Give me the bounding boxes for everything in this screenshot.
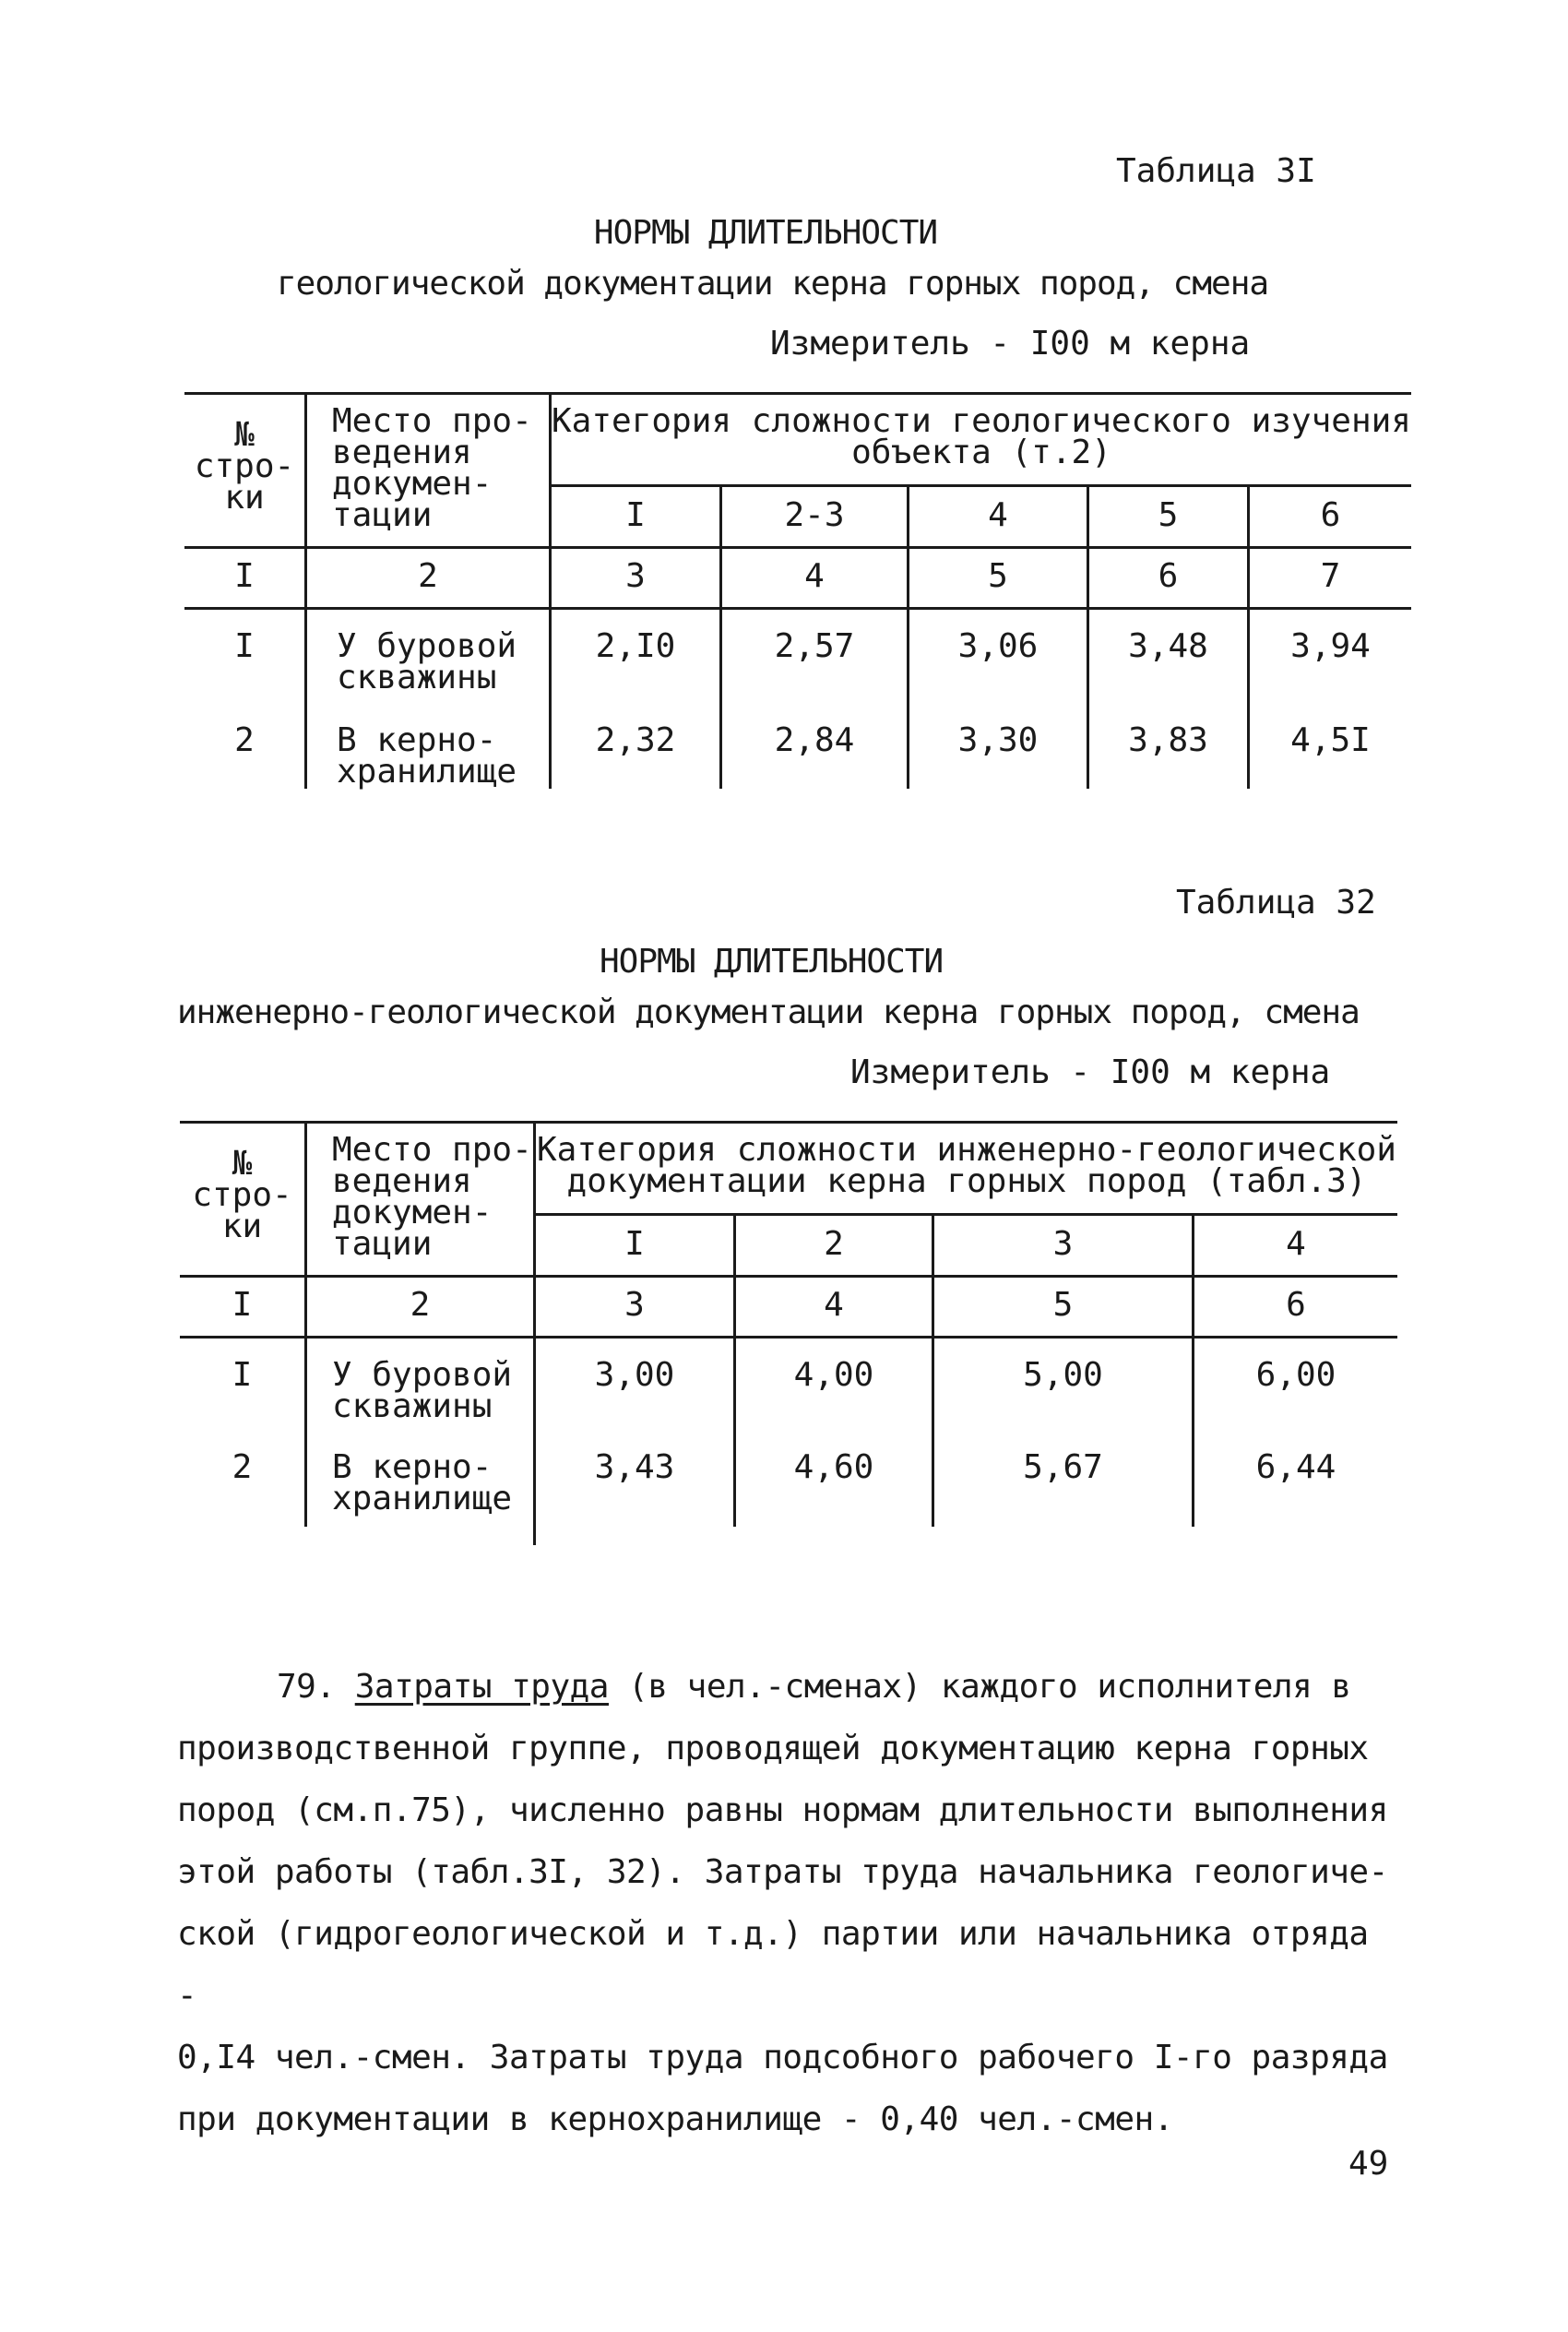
table31-row1-num: I: [234, 627, 255, 665]
table31-head-num: № стро- ки: [194, 416, 295, 517]
table31-colnum-1: I: [234, 557, 255, 595]
table32-colnum-2: 2: [410, 1286, 431, 1324]
table32-head-category: Категория сложности инженерно-геологической документации керна горных пород (табл.3): [537, 1131, 1396, 1200]
table31-head-place: Место про- ведения докумен- тации: [332, 402, 532, 534]
table31-row2-value: 4,5I: [1290, 721, 1371, 759]
table32-label: Таблица 32: [1176, 884, 1376, 922]
paragraph-79: [177, 1656, 1395, 2150]
table31-cat-rule: [549, 484, 1411, 487]
table31-cat-4: 5: [1158, 496, 1179, 534]
table31-row1-value: 2,57: [774, 627, 855, 665]
table31-row1-value: 2,I0: [595, 627, 676, 665]
table32-row2-value: 5,67: [1023, 1448, 1103, 1486]
table31-head-category: Категория сложности геологического изучения объекта (т.2): [552, 402, 1411, 471]
table31-cat-1: I: [625, 496, 646, 534]
table31-cat-3: 4: [988, 496, 1008, 534]
table32-colnum-3: 3: [624, 1286, 645, 1324]
table31-colnum-6: 6: [1158, 557, 1179, 595]
paragraph-number: 79.: [277, 1668, 336, 1706]
table31-row2-place: В керно- хранилище: [337, 721, 517, 791]
table31-row1-place: У буровой скважины: [337, 627, 517, 696]
table32-row1-num: I: [232, 1356, 253, 1394]
table32-header-bottom-rule: [180, 1275, 1397, 1278]
table31-row1-value: 3,94: [1290, 627, 1371, 665]
table31-cat-5: 6: [1320, 496, 1341, 534]
table32-vline-1: [304, 1121, 307, 1527]
page-number: 49: [1348, 2145, 1389, 2183]
table32-subtitle: инженерно-геологической документации керна горных пород, смена: [177, 993, 1360, 1031]
table31-colnum-2: 2: [418, 557, 438, 595]
table32-colnum-5: 5: [1052, 1286, 1074, 1324]
table31-label: Таблица 3I: [1116, 152, 1316, 190]
table32-head-num: № стро- ки: [192, 1145, 292, 1245]
table31-row1-value: 3,48: [1128, 627, 1208, 665]
table32-cat-2: 2: [824, 1225, 844, 1263]
table31-row1-value: 3,06: [957, 627, 1039, 665]
table32-title: НОРМЫ ДЛИТЕЛЬНОСТИ: [600, 943, 944, 981]
table31-header-bottom-rule: [184, 546, 1411, 549]
table31-colnum-7: 7: [1320, 557, 1341, 595]
paragraph-line3: пород (см.п.75), численно равны нормам длительности выполнения: [177, 1791, 1388, 1829]
table32-row2-value: 3,43: [594, 1448, 675, 1486]
table32-cat-4: 4: [1286, 1225, 1306, 1263]
table32-row2-num: 2: [232, 1448, 253, 1486]
table32-colnum-6: 6: [1286, 1286, 1306, 1324]
table32-cat-3: 3: [1052, 1225, 1074, 1263]
table32-row2-place: В керно- хранилище: [332, 1448, 513, 1517]
table31-row2-value: 3,30: [957, 721, 1039, 759]
paragraph-term: Затраты труда: [354, 1668, 609, 1706]
table31-cat-2: 2-3: [784, 496, 845, 534]
table31-row2-value: 2,32: [595, 721, 676, 759]
table31-top-rule: [184, 392, 1411, 395]
paragraph-line7: при документации в кернохранилище - 0,40 чел.-смен.: [177, 2100, 1173, 2138]
table31-colnum-5: 5: [988, 557, 1008, 595]
table31-colnum-3: 3: [625, 557, 646, 595]
table32-top-rule: [180, 1121, 1397, 1124]
paragraph-line: [177, 1656, 1395, 1718]
table32-colnum-1: I: [232, 1286, 253, 1324]
table32-row1-value: 3,00: [594, 1356, 675, 1394]
paragraph-line2: производственной группе, проводящей документацию керна горных: [177, 1730, 1369, 1767]
table32-row1-place: У буровой скважины: [332, 1356, 513, 1425]
table31-measure: Измеритель - I00 м керна: [770, 325, 1251, 363]
table31-colnum-4: 4: [804, 557, 825, 595]
table32-cat-1: I: [624, 1225, 645, 1263]
table32-row1-value: 5,00: [1023, 1356, 1103, 1394]
paragraph-line1: (в чел.-сменах) каждого исполнителя в: [608, 1668, 1351, 1706]
table32-row2-value: 6,44: [1255, 1448, 1336, 1486]
table31-colnum-bottom-rule: [184, 607, 1411, 610]
table31-row2-value: 2,84: [774, 721, 855, 759]
paragraph-line5: ской (гидрогеологической и т.д.) партии или начальника отряда -: [177, 1915, 1369, 2015]
table31-subtitle: геологической документации керна горных пород, смена: [277, 265, 1269, 303]
table31-row2-value: 3,83: [1128, 721, 1208, 759]
table31-row2-num: 2: [234, 721, 255, 759]
table32-row1-value: 6,00: [1255, 1356, 1336, 1394]
table32-row2-value: 4,60: [793, 1448, 874, 1486]
table31-title: НОРМЫ ДЛИТЕЛЬНОСТИ: [593, 214, 938, 252]
paragraph-line4: этой работы (табл.3I, 32). Затраты труда начальника геологиче-: [177, 1853, 1388, 1891]
table32-row1-value: 4,00: [793, 1356, 874, 1394]
paragraph-line6: 0,I4 чел.-смен. Затраты труда подсобного рабочего I-го разряда: [177, 2039, 1388, 2076]
table32-colnum-bottom-rule: [180, 1336, 1397, 1339]
table32-colnum-4: 4: [824, 1286, 844, 1324]
table32-cat-rule: [533, 1213, 1397, 1216]
table32-head-place: Место про- ведения докумен- тации: [332, 1131, 532, 1263]
table32-measure: Измеритель - I00 м керна: [850, 1053, 1331, 1091]
